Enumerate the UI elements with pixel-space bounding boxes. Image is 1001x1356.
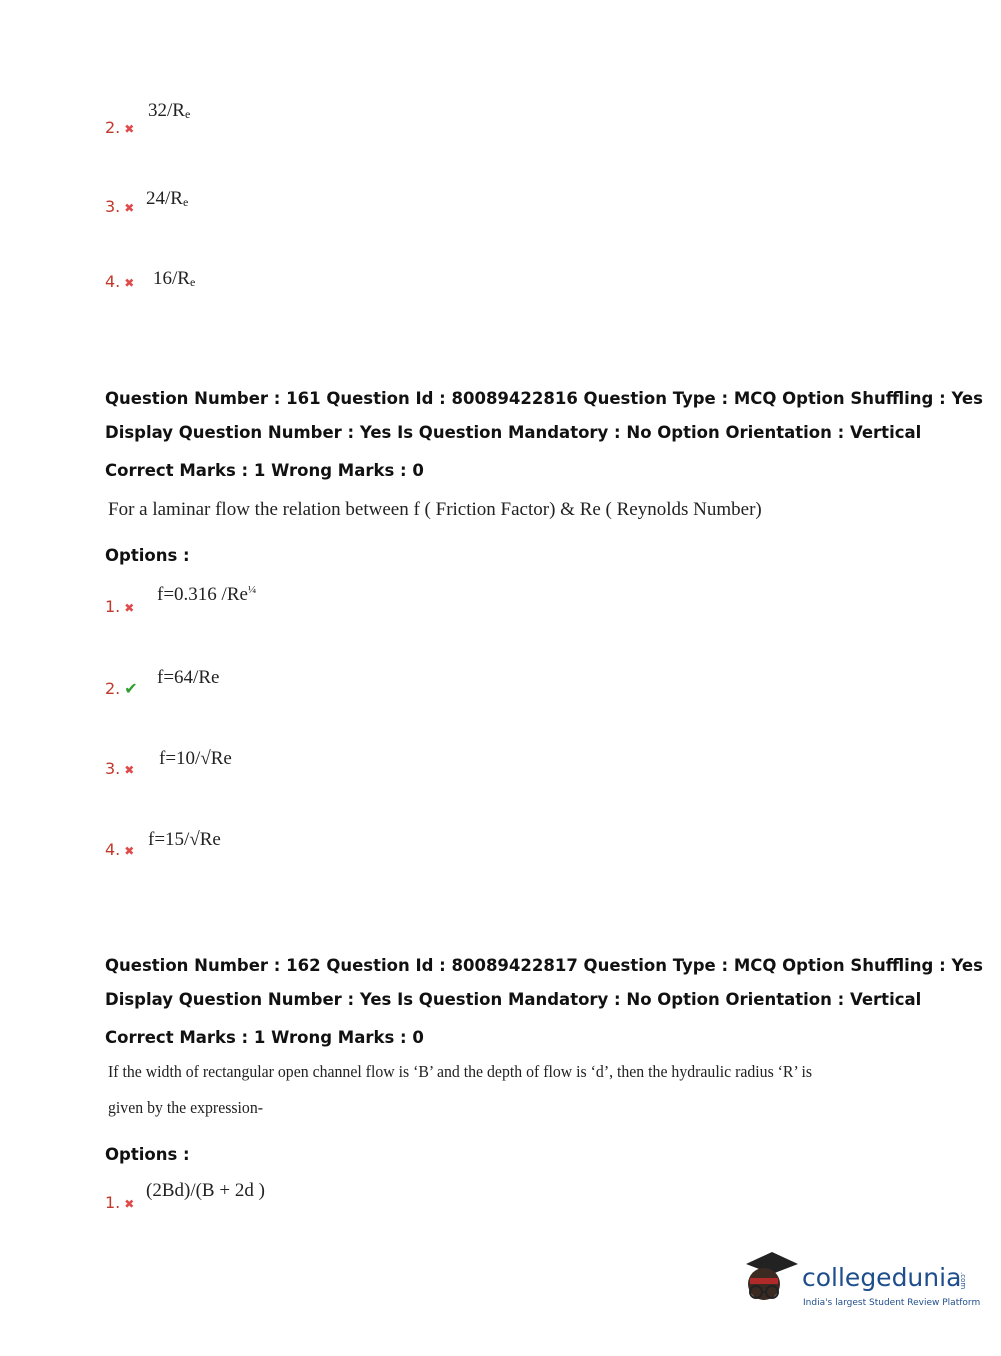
wrong-mark-icon: ✖ (124, 763, 135, 777)
option-number: 1. (105, 597, 121, 616)
option-text: f=64/Re (157, 667, 220, 688)
brand-suffix: .com (959, 1272, 967, 1290)
option-text: 32/Re (148, 100, 191, 121)
question-text: given by the expression- (108, 1098, 263, 1117)
option-text: (2Bd)/(B + 2d ) (146, 1180, 265, 1201)
question-text: If the width of rectangular open channel flow is ‘B’ and the depth of flow is ‘d’, then the hydraulic radius ‘R’ is (108, 1062, 813, 1081)
option-row (105, 118, 134, 137)
option-row (105, 597, 134, 616)
wrong-mark-icon: ✖ (124, 276, 135, 290)
option-row (105, 272, 134, 291)
correct-check-icon: ✔ (124, 679, 138, 698)
option-number: 2. (105, 118, 121, 137)
option-text: f=10/√Re (159, 748, 232, 769)
option-row (105, 679, 138, 698)
option-text: f=0.316 $/Re^{\frac{1}{4}}$ (157, 584, 257, 605)
question-meta: Question Number : 162 Question Id : 80089422817 Question Type : MCQ Option Shuffling : Yes (105, 956, 983, 975)
question-marks: Correct Marks : 1 Wrong Marks : 0 (105, 461, 424, 480)
option-number: 2. (105, 679, 121, 698)
option-text: f=15/√Re (148, 829, 221, 850)
option-row (105, 1193, 134, 1212)
wrong-mark-icon: ✖ (124, 201, 135, 215)
option-row (105, 759, 134, 778)
mascot-icon (742, 1250, 800, 1310)
wrong-mark-icon: ✖ (124, 601, 135, 615)
option-number: 4. (105, 840, 121, 859)
option-number: 4. (105, 272, 121, 291)
option-number: 3. (105, 197, 121, 216)
option-row (105, 840, 134, 859)
question-meta: Question Number : 161 Question Id : 80089422816 Question Type : MCQ Option Shuffling : Yes (105, 389, 983, 408)
option-number: 1. (105, 1193, 121, 1212)
question-meta: Display Question Number : Yes Is Question Mandatory : No Option Orientation : Vertical (105, 990, 922, 1009)
brand-logo: collegedunia (802, 1263, 962, 1292)
option-row (105, 197, 134, 216)
question-marks: Correct Marks : 1 Wrong Marks : 0 (105, 1028, 424, 1047)
option-number: 3. (105, 759, 121, 778)
wrong-mark-icon: ✖ (124, 1197, 135, 1211)
question-text: For a laminar flow the relation between f ( Friction Factor) & Re ( Reynolds Number) (108, 499, 762, 520)
wrong-mark-icon: ✖ (124, 122, 135, 136)
wrong-mark-icon: ✖ (124, 844, 135, 858)
options-label: Options : (105, 1145, 190, 1164)
option-text: 16/Re (153, 268, 196, 289)
brand-tagline: India's largest Student Review Platform (803, 1298, 981, 1308)
question-meta: Display Question Number : Yes Is Question Mandatory : No Option Orientation : Vertical (105, 423, 922, 442)
option-text: 24/Re (146, 188, 189, 209)
options-label: Options : (105, 546, 190, 565)
